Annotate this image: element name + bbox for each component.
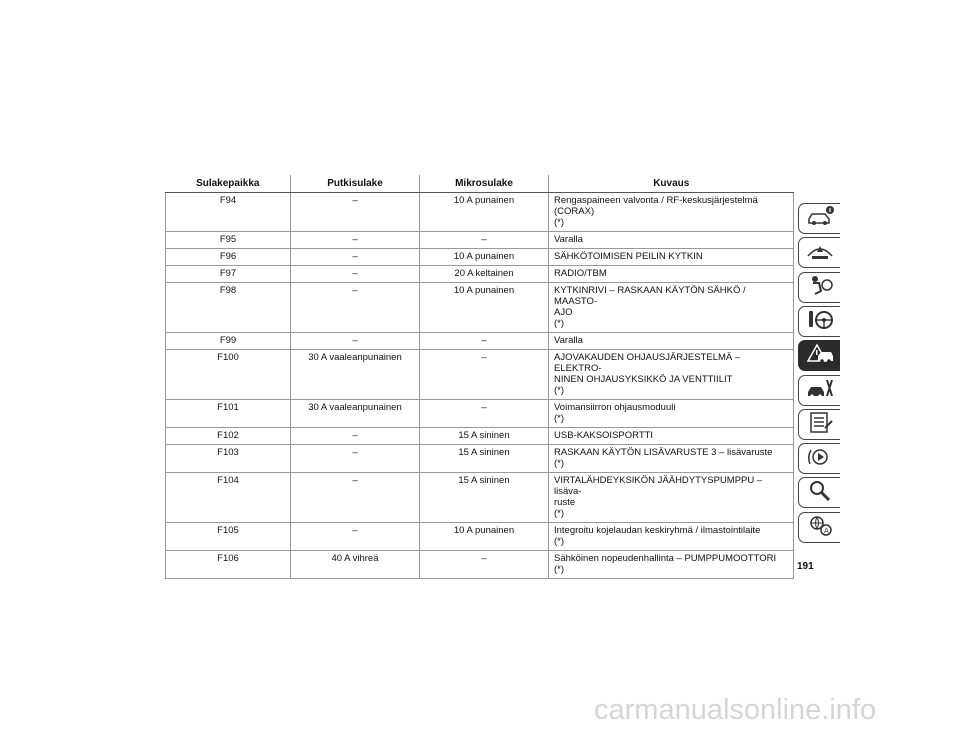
cell-cartridge-fuse: – (291, 428, 420, 445)
table-row (166, 232, 794, 249)
chapter-tab-8[interactable] (798, 443, 840, 474)
cell-mini-fuse: 15 A sininen (420, 445, 549, 473)
cell-description: Voimansiirron ohjausmoduuli (*) (549, 400, 794, 428)
cell-cartridge-fuse: 40 A vihreä (291, 551, 420, 579)
cell-description: Rengaspaineen valvonta / RF-keskusjärjestelmä (CORAX) (*) (549, 193, 794, 232)
cell-cartridge-fuse: – (291, 266, 420, 283)
chapter-tab-9[interactable] (798, 477, 840, 508)
cell-fuse-position: F99 (166, 333, 291, 350)
table-row (166, 428, 794, 445)
chapter-tab-3[interactable] (798, 272, 840, 303)
chapter-tab-4[interactable] (798, 306, 840, 337)
table-header-row (166, 175, 794, 193)
cell-mini-fuse: 15 A sininen (420, 473, 549, 523)
table-body (166, 193, 794, 579)
cell-cartridge-fuse: 30 A vaaleanpunainen (291, 350, 420, 400)
chapter-tab-1[interactable] (798, 203, 840, 234)
table-row (166, 266, 794, 283)
multimedia-icon (805, 444, 835, 473)
header-putkisulake: Putkisulake (291, 175, 420, 193)
cell-fuse-position: F104 (166, 473, 291, 523)
cell-mini-fuse: 10 A punainen (420, 283, 549, 333)
cell-cartridge-fuse: – (291, 283, 420, 333)
steering-wheel-icon (805, 307, 835, 336)
chapter-tab-6[interactable] (798, 375, 840, 406)
cell-mini-fuse: – (420, 232, 549, 249)
cell-fuse-position: F100 (166, 350, 291, 400)
cell-fuse-position: F102 (166, 428, 291, 445)
table-row (166, 350, 794, 400)
dashboard-warning-icon (805, 238, 835, 267)
cell-mini-fuse: 20 A keltainen (420, 266, 549, 283)
car-service-tools-icon (805, 376, 835, 405)
table-row (166, 400, 794, 428)
cell-description: Sähköinen nopeudenhallinta – PUMPPUMOOTTORI (*) (549, 551, 794, 579)
cell-description: AJOVAKAUDEN OHJAUSJÄRJESTELMÄ – ELEKTRO- NINEN OHJAUSYKSIKKÖ JA VENTTIILIT (*) (549, 350, 794, 400)
table-row (166, 551, 794, 579)
table-row (166, 523, 794, 551)
cell-description: KYTKINRIVI – RASKAAN KÄYTÖN SÄHKÖ / MAASTO- AJO (*) (549, 283, 794, 333)
cell-fuse-position: F101 (166, 400, 291, 428)
cell-description: RADIO/TBM (549, 266, 794, 283)
cell-cartridge-fuse: – (291, 445, 420, 473)
car-info-icon (805, 204, 835, 233)
header-kuvaus: Kuvaus (549, 175, 794, 193)
table-row (166, 333, 794, 350)
table-row (166, 193, 794, 232)
cell-cartridge-fuse: – (291, 333, 420, 350)
cell-fuse-position: F106 (166, 551, 291, 579)
table-row (166, 249, 794, 266)
magnifier-index-icon (805, 478, 835, 507)
cell-cartridge-fuse: 30 A vaaleanpunainen (291, 400, 420, 428)
cell-fuse-position: F105 (166, 523, 291, 551)
table-row (166, 445, 794, 473)
cell-cartridge-fuse: – (291, 193, 420, 232)
cell-mini-fuse: 10 A punainen (420, 249, 549, 266)
cell-mini-fuse: – (420, 350, 549, 400)
cell-fuse-position: F98 (166, 283, 291, 333)
cell-description: USB-KAKSOISPORTTI (549, 428, 794, 445)
chapter-tab-10[interactable] (798, 512, 840, 543)
cell-fuse-position: F97 (166, 266, 291, 283)
airbag-safety-icon (805, 273, 835, 302)
cell-fuse-position: F95 (166, 232, 291, 249)
svg-text:A: A (823, 526, 829, 535)
cell-description: RASKAAN KÄYTÖN LISÄVARUSTE 3 – lisävaruste (*) (549, 445, 794, 473)
watermark: carmanualsonline.info (594, 694, 877, 726)
header-sulakepaikka: Sulakepaikka (166, 175, 291, 193)
page-number: 191 (797, 561, 814, 572)
cell-description: Varalla (549, 333, 794, 350)
cell-description: VIRTALÄHDEYKSIKÖN JÄÄHDYTYSPUMPPU – lisäva- ruste (*) (549, 473, 794, 523)
cell-mini-fuse: 10 A punainen (420, 193, 549, 232)
chapter-tab-5[interactable] (798, 340, 840, 371)
roadside-emergency-icon (805, 341, 835, 370)
header-mikrosulake: Mikrosulake (420, 175, 549, 193)
cell-cartridge-fuse: – (291, 473, 420, 523)
cell-fuse-position: F96 (166, 249, 291, 266)
cell-mini-fuse: – (420, 400, 549, 428)
chapter-tab-7[interactable] (798, 409, 840, 440)
cell-cartridge-fuse: – (291, 232, 420, 249)
cell-mini-fuse: – (420, 333, 549, 350)
table-row (166, 283, 794, 333)
cell-fuse-position: F94 (166, 193, 291, 232)
language-globe-icon (805, 513, 835, 542)
cell-description: SÄHKÖTOIMISEN PEILIN KYTKIN (549, 249, 794, 266)
cell-cartridge-fuse: – (291, 523, 420, 551)
chapter-tab-2[interactable] (798, 237, 840, 268)
cell-fuse-position: F103 (166, 445, 291, 473)
cell-cartridge-fuse: – (291, 249, 420, 266)
checklist-specs-icon (805, 410, 835, 439)
cell-mini-fuse: 15 A sininen (420, 428, 549, 445)
cell-description: Varalla (549, 232, 794, 249)
fuse-table (165, 175, 794, 579)
cell-mini-fuse: – (420, 551, 549, 579)
cell-mini-fuse: 10 A punainen (420, 523, 549, 551)
cell-description: Integroitu kojelaudan keskiryhmä / ilmastointilaite (*) (549, 523, 794, 551)
table-row (166, 473, 794, 523)
